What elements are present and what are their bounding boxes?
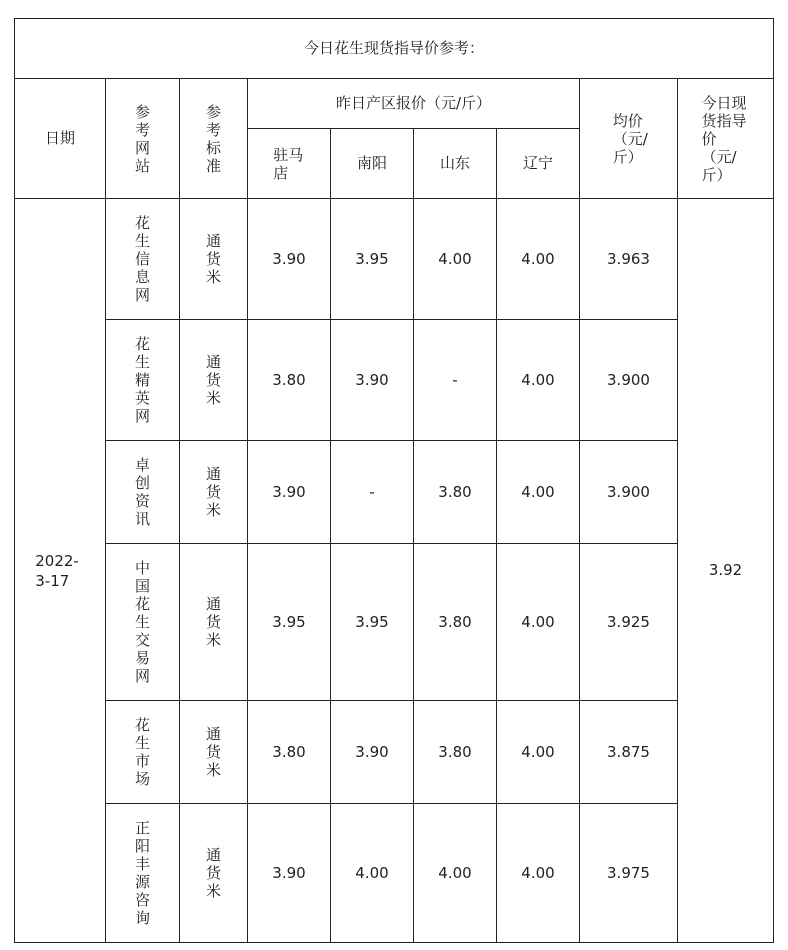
header-date: 日期 [15,79,106,199]
average-cell: 3.975 [580,804,678,943]
price-cell: 3.90 [248,804,331,943]
average-cell: 3.963 [580,199,678,320]
table-row [15,804,774,943]
price-cell: 3.90 [331,701,414,804]
header-region-group: 昨日产区报价（元/斤） [248,79,580,129]
price-cell: 3.80 [414,544,497,701]
table-row [15,441,774,544]
site-cell: 花生信息网 [106,199,180,320]
date-cell: 2022-3-17 [15,199,106,943]
price-cell: - [414,320,497,441]
header-region-liaoning: 辽宁 [497,129,580,199]
price-cell: 3.95 [248,544,331,701]
price-cell: 3.80 [248,320,331,441]
header-average: 均价（元/斤） [580,79,678,199]
average-cell: 3.900 [580,441,678,544]
price-cell: 4.00 [497,320,580,441]
standard-cell: 通货米 [180,320,248,441]
price-cell: 3.80 [414,441,497,544]
average-cell: 3.900 [580,320,678,441]
standard-cell: 通货米 [180,441,248,544]
price-cell: 3.95 [331,199,414,320]
site-cell: 正阳丰源咨询 [106,804,180,943]
site-cell: 卓创资讯 [106,441,180,544]
table-title: 今日花生现货指导价参考： [15,19,774,79]
price-cell: 4.00 [414,199,497,320]
guide-price-cell: 3.92 [678,199,774,943]
standard-cell: 通货米 [180,544,248,701]
average-cell: 3.875 [580,701,678,804]
header-region-nanyang: 南阳 [331,129,414,199]
price-cell: - [331,441,414,544]
standard-cell: 通货米 [180,701,248,804]
average-cell: 3.925 [580,544,678,701]
price-cell: 4.00 [497,701,580,804]
header-guide-price: 今日现货指导价（元/斤） [678,79,774,199]
price-cell: 3.90 [331,320,414,441]
header-standard: 参考标准 [180,79,248,199]
price-cell: 4.00 [331,804,414,943]
price-cell: 3.80 [414,701,497,804]
site-cell: 中国花生交易网 [106,544,180,701]
table-row [15,199,774,320]
table-row [15,544,774,701]
standard-cell: 通货米 [180,804,248,943]
price-cell: 4.00 [497,199,580,320]
price-cell: 3.90 [248,199,331,320]
price-cell: 4.00 [497,441,580,544]
peanut-price-table [14,18,774,943]
price-cell: 4.00 [497,804,580,943]
table-row [15,320,774,441]
header-region-shandong: 山东 [414,129,497,199]
site-cell: 花生市场 [106,701,180,804]
standard-cell: 通货米 [180,199,248,320]
price-cell: 4.00 [497,544,580,701]
site-cell: 花生精英网 [106,320,180,441]
table-row [15,701,774,804]
header-region-zhumadian: 驻马店 [248,129,331,199]
header-site: 参考网站 [106,79,180,199]
price-cell: 4.00 [414,804,497,943]
price-cell: 3.95 [331,544,414,701]
price-cell: 3.80 [248,701,331,804]
price-cell: 3.90 [248,441,331,544]
